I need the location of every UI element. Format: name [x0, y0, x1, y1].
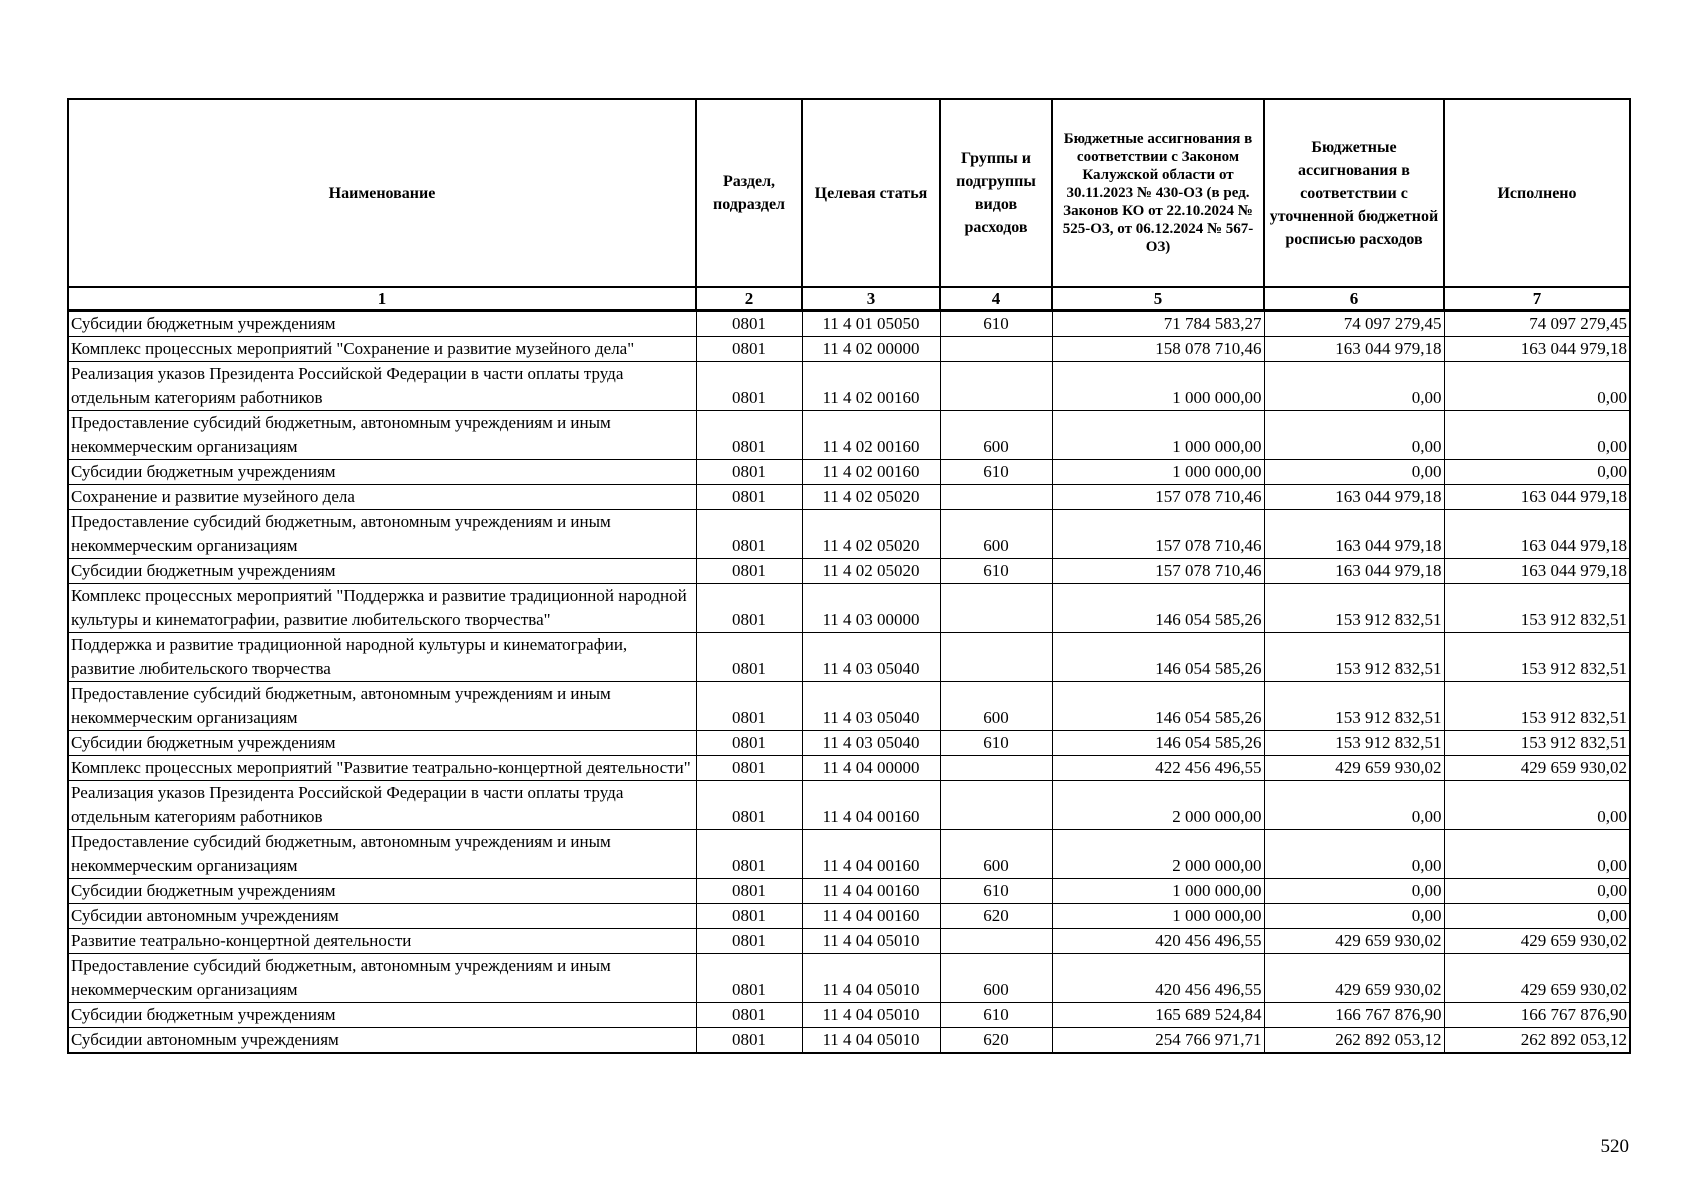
table-row [68, 411, 1630, 460]
cell-plan-amount: 163 044 979,18 [1264, 559, 1444, 584]
cell-article: 11 4 04 00160 [802, 830, 940, 879]
cell-name: Предоставление субсидий бюджетным, автономным учреждениям и иным некоммерческим организациям [68, 830, 696, 879]
cell-group: 610 [940, 1003, 1052, 1028]
cell-group [940, 584, 1052, 633]
cell-executed-amount: 74 097 279,45 [1444, 311, 1630, 337]
cell-executed-amount: 153 912 832,51 [1444, 633, 1630, 682]
cell-name: Субсидии бюджетным учреждениям [68, 460, 696, 485]
cell-plan-amount: 429 659 930,02 [1264, 756, 1444, 781]
table-row [68, 584, 1630, 633]
cell-name: Поддержка и развитие традиционной народной культуры и кинематографии, развитие любительского творчества [68, 633, 696, 682]
cell-section: 0801 [696, 584, 802, 633]
cell-group [940, 756, 1052, 781]
cell-section: 0801 [696, 830, 802, 879]
table-row [68, 879, 1630, 904]
table-row [68, 954, 1630, 1003]
table-row [68, 362, 1630, 411]
cell-article: 11 4 02 00160 [802, 411, 940, 460]
page-number: 520 [1600, 1136, 1629, 1157]
cell-section: 0801 [696, 879, 802, 904]
cell-law-amount: 146 054 585,26 [1052, 682, 1264, 731]
cell-section: 0801 [696, 362, 802, 411]
cell-law-amount: 157 078 710,46 [1052, 510, 1264, 559]
cell-group: 610 [940, 460, 1052, 485]
cell-name: Реализация указов Президента Российской Федерации в части оплаты труда отдельным категориям работников [68, 781, 696, 830]
cell-executed-amount: 153 912 832,51 [1444, 584, 1630, 633]
table-row [68, 559, 1630, 584]
cell-law-amount: 422 456 496,55 [1052, 756, 1264, 781]
cell-law-amount: 1 000 000,00 [1052, 460, 1264, 485]
cell-name: Комплекс процессных мероприятий "Развитие театрально-концертной деятельности" [68, 756, 696, 781]
cell-executed-amount: 163 044 979,18 [1444, 485, 1630, 510]
cell-plan-amount: 0,00 [1264, 362, 1444, 411]
cell-name: Реализация указов Президента Российской Федерации в части оплаты труда отдельным категориям работников [68, 362, 696, 411]
cell-name: Комплекс процессных мероприятий "Сохранение и развитие музейного дела" [68, 337, 696, 362]
cell-plan-amount: 74 097 279,45 [1264, 311, 1444, 337]
cell-executed-amount: 0,00 [1444, 460, 1630, 485]
cell-article: 11 4 04 00000 [802, 756, 940, 781]
cell-law-amount: 146 054 585,26 [1052, 633, 1264, 682]
cell-law-amount: 157 078 710,46 [1052, 485, 1264, 510]
cell-group: 610 [940, 731, 1052, 756]
cell-article: 11 4 03 00000 [802, 584, 940, 633]
table-row [68, 929, 1630, 954]
cell-law-amount: 146 054 585,26 [1052, 731, 1264, 756]
column-number: 5 [1052, 287, 1264, 311]
cell-name: Субсидии бюджетным учреждениям [68, 311, 696, 337]
cell-section: 0801 [696, 311, 802, 337]
cell-executed-amount: 163 044 979,18 [1444, 510, 1630, 559]
cell-name: Субсидии бюджетным учреждениям [68, 1003, 696, 1028]
cell-section: 0801 [696, 904, 802, 929]
cell-executed-amount: 0,00 [1444, 830, 1630, 879]
cell-name: Субсидии автономным учреждениям [68, 1028, 696, 1054]
header-name: Наименование [68, 99, 696, 287]
cell-group: 610 [940, 311, 1052, 337]
cell-executed-amount: 0,00 [1444, 411, 1630, 460]
cell-article: 11 4 04 05010 [802, 1003, 940, 1028]
cell-article: 11 4 01 05050 [802, 311, 940, 337]
cell-law-amount: 165 689 524,84 [1052, 1003, 1264, 1028]
cell-section: 0801 [696, 485, 802, 510]
column-number: 4 [940, 287, 1052, 311]
cell-name: Комплекс процессных мероприятий "Поддержка и развитие традиционной народной культуры и кинематографии, развитие любительского творчества" [68, 584, 696, 633]
cell-section: 0801 [696, 929, 802, 954]
column-number: 3 [802, 287, 940, 311]
table-row [68, 460, 1630, 485]
cell-group [940, 362, 1052, 411]
cell-law-amount: 2 000 000,00 [1052, 781, 1264, 830]
cell-name: Сохранение и развитие музейного дела [68, 485, 696, 510]
cell-article: 11 4 04 05010 [802, 929, 940, 954]
cell-section: 0801 [696, 510, 802, 559]
table-body [68, 311, 1630, 1054]
cell-section: 0801 [696, 682, 802, 731]
cell-law-amount: 420 456 496,55 [1052, 929, 1264, 954]
cell-executed-amount: 429 659 930,02 [1444, 954, 1630, 1003]
column-number: 6 [1264, 287, 1444, 311]
cell-section: 0801 [696, 1003, 802, 1028]
header-article: Целевая статья [802, 99, 940, 287]
table-row [68, 830, 1630, 879]
cell-executed-amount: 0,00 [1444, 904, 1630, 929]
table-row [68, 1028, 1630, 1054]
cell-group [940, 929, 1052, 954]
cell-plan-amount: 166 767 876,90 [1264, 1003, 1444, 1028]
cell-article: 11 4 02 00000 [802, 337, 940, 362]
cell-plan-amount: 153 912 832,51 [1264, 633, 1444, 682]
cell-name: Развитие театрально-концертной деятельности [68, 929, 696, 954]
cell-group: 620 [940, 904, 1052, 929]
column-number: 2 [696, 287, 802, 311]
cell-executed-amount: 0,00 [1444, 879, 1630, 904]
cell-article: 11 4 04 00160 [802, 904, 940, 929]
cell-group [940, 337, 1052, 362]
cell-plan-amount: 0,00 [1264, 830, 1444, 879]
cell-section: 0801 [696, 1028, 802, 1054]
column-number: 1 [68, 287, 696, 311]
header-executed: Исполнено [1444, 99, 1630, 287]
cell-name: Субсидии автономным учреждениям [68, 904, 696, 929]
budget-table [67, 98, 1631, 1054]
table-row [68, 731, 1630, 756]
cell-article: 11 4 02 05020 [802, 485, 940, 510]
cell-name: Предоставление субсидий бюджетным, автономным учреждениям и иным некоммерческим организациям [68, 510, 696, 559]
cell-plan-amount: 0,00 [1264, 904, 1444, 929]
cell-article: 11 4 02 05020 [802, 510, 940, 559]
cell-section: 0801 [696, 954, 802, 1003]
cell-name: Предоставление субсидий бюджетным, автономным учреждениям и иным некоммерческим организациям [68, 682, 696, 731]
cell-group: 600 [940, 830, 1052, 879]
column-number-row [68, 287, 1630, 311]
cell-plan-amount: 429 659 930,02 [1264, 954, 1444, 1003]
cell-name: Субсидии бюджетным учреждениям [68, 879, 696, 904]
table-row [68, 510, 1630, 559]
column-number: 7 [1444, 287, 1630, 311]
cell-plan-amount: 163 044 979,18 [1264, 337, 1444, 362]
table-row [68, 337, 1630, 362]
table-row [68, 682, 1630, 731]
cell-section: 0801 [696, 411, 802, 460]
cell-plan-amount: 153 912 832,51 [1264, 584, 1444, 633]
cell-executed-amount: 0,00 [1444, 362, 1630, 411]
cell-executed-amount: 166 767 876,90 [1444, 1003, 1630, 1028]
cell-executed-amount: 153 912 832,51 [1444, 682, 1630, 731]
cell-plan-amount: 262 892 053,12 [1264, 1028, 1444, 1054]
table-row [68, 781, 1630, 830]
cell-plan-amount: 0,00 [1264, 411, 1444, 460]
header-section: Раздел, подраздел [696, 99, 802, 287]
table-row [68, 756, 1630, 781]
cell-plan-amount: 153 912 832,51 [1264, 682, 1444, 731]
table-header-row [68, 99, 1630, 287]
cell-article: 11 4 04 05010 [802, 1028, 940, 1054]
cell-law-amount: 157 078 710,46 [1052, 559, 1264, 584]
cell-plan-amount: 0,00 [1264, 460, 1444, 485]
cell-law-amount: 158 078 710,46 [1052, 337, 1264, 362]
table-row [68, 1003, 1630, 1028]
cell-law-amount: 2 000 000,00 [1052, 830, 1264, 879]
cell-executed-amount: 153 912 832,51 [1444, 731, 1630, 756]
table-row [68, 904, 1630, 929]
cell-section: 0801 [696, 337, 802, 362]
cell-executed-amount: 163 044 979,18 [1444, 337, 1630, 362]
cell-section: 0801 [696, 559, 802, 584]
cell-name: Субсидии бюджетным учреждениям [68, 731, 696, 756]
cell-group: 620 [940, 1028, 1052, 1054]
cell-group [940, 485, 1052, 510]
header-expense-group: Группы и подгруппы видов расходов [940, 99, 1052, 287]
cell-executed-amount: 429 659 930,02 [1444, 929, 1630, 954]
cell-article: 11 4 04 05010 [802, 954, 940, 1003]
cell-section: 0801 [696, 756, 802, 781]
cell-article: 11 4 03 05040 [802, 633, 940, 682]
cell-law-amount: 71 784 583,27 [1052, 311, 1264, 337]
cell-law-amount: 420 456 496,55 [1052, 954, 1264, 1003]
cell-law-amount: 146 054 585,26 [1052, 584, 1264, 633]
cell-plan-amount: 0,00 [1264, 879, 1444, 904]
cell-article: 11 4 04 00160 [802, 781, 940, 830]
cell-plan-amount: 153 912 832,51 [1264, 731, 1444, 756]
cell-plan-amount: 0,00 [1264, 781, 1444, 830]
cell-law-amount: 254 766 971,71 [1052, 1028, 1264, 1054]
header-plan-appropriations: Бюджетные ассигнования в соответствии с уточненной бюджетной росписью расходов [1264, 99, 1444, 287]
cell-group: 610 [940, 879, 1052, 904]
cell-article: 11 4 02 05020 [802, 559, 940, 584]
cell-plan-amount: 163 044 979,18 [1264, 485, 1444, 510]
cell-executed-amount: 0,00 [1444, 781, 1630, 830]
cell-group: 600 [940, 954, 1052, 1003]
cell-group: 610 [940, 559, 1052, 584]
cell-group [940, 781, 1052, 830]
cell-article: 11 4 04 00160 [802, 879, 940, 904]
cell-executed-amount: 429 659 930,02 [1444, 756, 1630, 781]
cell-section: 0801 [696, 731, 802, 756]
cell-law-amount: 1 000 000,00 [1052, 904, 1264, 929]
cell-name: Предоставление субсидий бюджетным, автономным учреждениям и иным некоммерческим организациям [68, 954, 696, 1003]
cell-section: 0801 [696, 781, 802, 830]
table-row [68, 485, 1630, 510]
cell-article: 11 4 02 00160 [802, 460, 940, 485]
cell-group: 600 [940, 510, 1052, 559]
header-law-appropriations: Бюджетные ассигнования в соответствии с Законом Калужской области от 30.11.2023 № 430-ОЗ (в ред. Законов КО от 22.10.2024 № 525-ОЗ, от 06.12.2024 № 567-ОЗ) [1052, 99, 1264, 287]
cell-article: 11 4 03 05040 [802, 682, 940, 731]
cell-article: 11 4 02 00160 [802, 362, 940, 411]
cell-group: 600 [940, 411, 1052, 460]
cell-plan-amount: 429 659 930,02 [1264, 929, 1444, 954]
cell-name: Субсидии бюджетным учреждениям [68, 559, 696, 584]
cell-law-amount: 1 000 000,00 [1052, 362, 1264, 411]
cell-article: 11 4 03 05040 [802, 731, 940, 756]
cell-executed-amount: 163 044 979,18 [1444, 559, 1630, 584]
cell-section: 0801 [696, 633, 802, 682]
cell-section: 0801 [696, 460, 802, 485]
cell-name: Предоставление субсидий бюджетным, автономным учреждениям и иным некоммерческим организациям [68, 411, 696, 460]
cell-group [940, 633, 1052, 682]
cell-executed-amount: 262 892 053,12 [1444, 1028, 1630, 1054]
cell-law-amount: 1 000 000,00 [1052, 411, 1264, 460]
cell-group: 600 [940, 682, 1052, 731]
table-row [68, 311, 1630, 337]
table-row [68, 633, 1630, 682]
cell-plan-amount: 163 044 979,18 [1264, 510, 1444, 559]
cell-law-amount: 1 000 000,00 [1052, 879, 1264, 904]
